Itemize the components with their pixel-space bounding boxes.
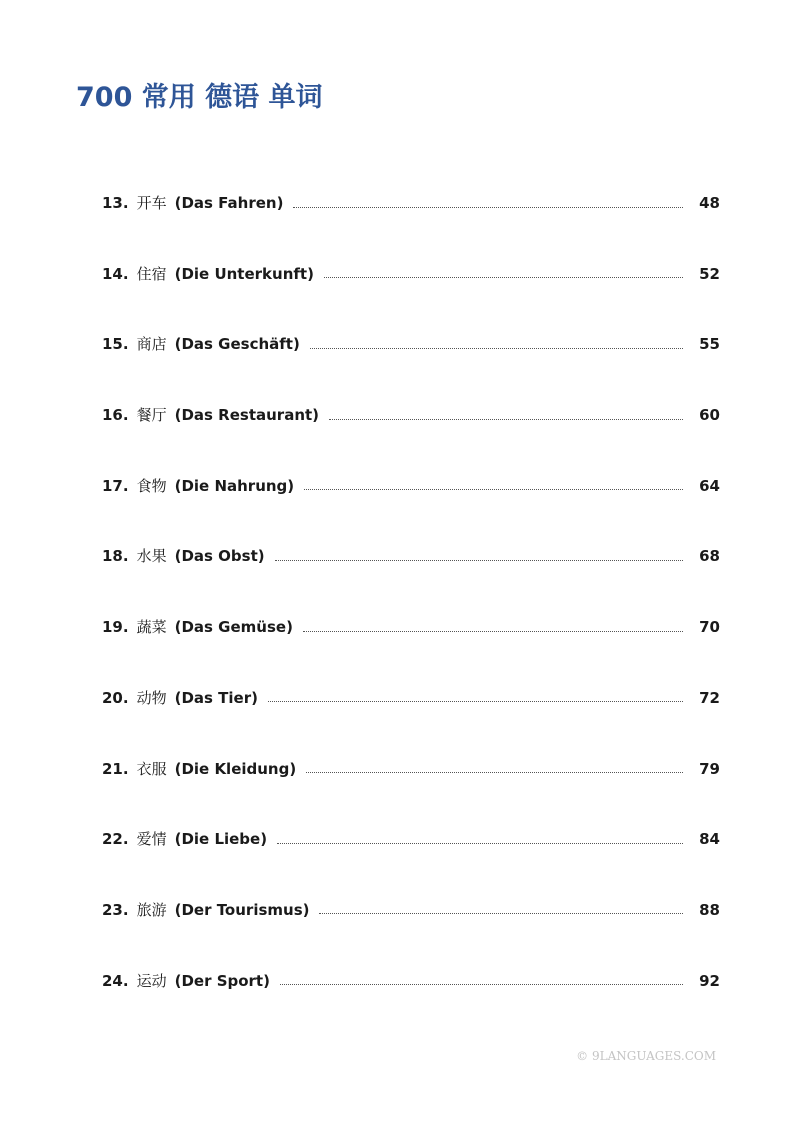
toc-entry[interactable] <box>102 327 720 398</box>
toc-entry[interactable] <box>102 681 720 752</box>
entry-page-number: 72 <box>699 688 720 707</box>
entry-chinese-title: 衣服 <box>136 759 167 778</box>
entry-number: 17. <box>102 476 129 495</box>
toc-entry[interactable] <box>102 610 720 681</box>
entry-number: 18. <box>102 547 129 566</box>
entry-chinese-title: 运动 <box>136 971 167 990</box>
entry-number: 15. <box>102 335 129 354</box>
entry-german-title: (Das Restaurant) <box>174 406 320 425</box>
toc-entry[interactable] <box>102 398 720 469</box>
entry-page-number: 70 <box>699 618 720 637</box>
page-title: 700 常用 德语 单词 <box>76 82 323 113</box>
dot-leader <box>306 772 683 773</box>
entry-page-number: 48 <box>699 194 720 212</box>
entry-page-number: 92 <box>699 971 720 990</box>
entry-chinese-title: 餐厅 <box>136 406 167 425</box>
toc-entry[interactable] <box>102 539 720 610</box>
dot-leader <box>280 984 683 985</box>
entry-page-number: 79 <box>699 759 720 778</box>
entry-number: 20. <box>102 688 129 707</box>
entry-chinese-title: 食物 <box>136 476 167 495</box>
entry-chinese-title: 住宿 <box>136 264 167 283</box>
toc-entry[interactable] <box>102 257 720 328</box>
entry-number: 14. <box>102 264 129 283</box>
entry-chinese-title: 动物 <box>136 688 167 707</box>
entry-page-number: 88 <box>699 900 720 919</box>
entry-chinese-title: 旅游 <box>136 900 167 919</box>
entry-german-title: (Der Sport) <box>174 971 270 990</box>
dot-leader <box>303 631 683 632</box>
entry-number: 23. <box>102 900 129 919</box>
dot-leader <box>324 277 683 278</box>
toc-entry[interactable] <box>102 186 720 257</box>
entry-number: 19. <box>102 618 129 637</box>
copyright-watermark: © 9LANGUAGES.COM <box>576 1049 716 1063</box>
entry-number: 22. <box>102 830 129 849</box>
entry-german-title: (Das Geschäft) <box>174 335 300 354</box>
entry-german-title: (Die Unterkunft) <box>174 264 314 283</box>
entry-german-title: (Das Obst) <box>174 547 265 566</box>
entry-german-title: (Das Gemüse) <box>174 618 293 637</box>
entry-page-number: 84 <box>699 830 720 849</box>
entry-chinese-title: 商店 <box>136 335 167 354</box>
entry-chinese-title: 爱情 <box>136 830 167 849</box>
toc-entry[interactable] <box>102 752 720 823</box>
toc-entry[interactable] <box>102 469 720 540</box>
dot-leader <box>310 348 683 349</box>
entry-number: 13. <box>102 194 129 212</box>
entry-german-title: (Das Fahren) <box>174 194 284 212</box>
dot-leader <box>277 843 683 844</box>
dot-leader <box>275 560 684 561</box>
dot-leader <box>329 419 683 420</box>
toc-entry[interactable] <box>102 964 720 1035</box>
entry-chinese-title: 开车 <box>136 194 167 212</box>
entry-chinese-title: 蔬菜 <box>136 618 167 637</box>
entry-chinese-title: 水果 <box>136 547 167 566</box>
entry-page-number: 60 <box>699 406 720 425</box>
entry-page-number: 64 <box>699 476 720 495</box>
entry-german-title: (Das Tier) <box>174 688 258 707</box>
entry-german-title: (Die Liebe) <box>174 830 268 849</box>
dot-leader <box>319 913 683 914</box>
dot-leader <box>293 207 683 208</box>
entry-number: 21. <box>102 759 129 778</box>
toc-entry[interactable] <box>102 893 720 964</box>
entry-page-number: 52 <box>699 264 720 283</box>
entry-number: 24. <box>102 971 129 990</box>
table-of-contents <box>102 186 720 1034</box>
entry-page-number: 55 <box>699 335 720 354</box>
entry-german-title: (Der Tourismus) <box>174 900 310 919</box>
dot-leader <box>268 701 683 702</box>
entry-number: 16. <box>102 406 129 425</box>
entry-german-title: (Die Nahrung) <box>174 476 295 495</box>
toc-entry[interactable] <box>102 822 720 893</box>
entry-german-title: (Die Kleidung) <box>174 759 297 778</box>
dot-leader <box>304 489 683 490</box>
entry-page-number: 68 <box>699 547 720 566</box>
